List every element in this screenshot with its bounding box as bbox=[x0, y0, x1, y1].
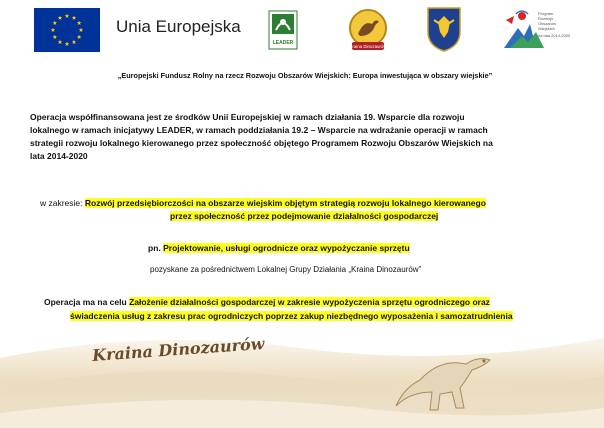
leader-label: LEADER bbox=[272, 40, 294, 46]
scope-prefix: w zakresie: bbox=[40, 198, 83, 208]
obtained-line: pozyskane za pośrednictwem Lokalnej Grupy Działania „Kraina Dinozaurów” bbox=[150, 265, 422, 274]
eu-flag-icon bbox=[34, 8, 100, 52]
goal-prefix: Operacja ma na celu bbox=[44, 297, 127, 307]
operation-line: lata 2014-2020 bbox=[30, 151, 88, 161]
project-name bbox=[148, 243, 410, 253]
goal-highlight: świadczenia usług z zakresu prac ogrodniczych poprzez zakup niezbędnego wyposażenia i samozatrudnienia bbox=[70, 311, 513, 321]
goal-highlight: Założenie działalności gospodarczej w zakresie wypożyczenia sprzętu ogrodniczego oraz bbox=[129, 297, 490, 307]
fund-line: „Europejski Fundusz Rolny na rzecz Rozwoju Obszarów Wiejskich: Europa inwestująca w obszary wiejskie” bbox=[117, 71, 493, 80]
scope-highlight: przez społeczność przez podejmowanie działalności gospodarczej bbox=[170, 211, 439, 221]
operation-line: lokalnego w ramach inicjatywy LEADER, w ramach poddziałania 19.2 – Wsparcie na wdrażanie operacji w ramach bbox=[30, 125, 488, 135]
dino-logo-label: Kraina Dinozaurów bbox=[349, 44, 387, 49]
scope-highlight: Rozwój przedsiębiorczości na obszarze wiejskim objętym strategią rozwoju lokalnego kierowanego bbox=[84, 198, 486, 208]
prow-label: Wiejskich bbox=[538, 26, 555, 31]
operation-line: strategii rozwoju lokalnego kierowanego przez społeczność objętego Programem Rozwoju Obszarów Wiejskich na bbox=[30, 138, 493, 148]
banner-title: Kraina Dinozaurów bbox=[91, 334, 266, 365]
prow-label: Program bbox=[538, 11, 554, 16]
eu-label: Unia Europejska bbox=[116, 17, 241, 36]
project-name-prefix: pn. bbox=[148, 243, 161, 253]
operation-paragraph bbox=[30, 111, 576, 163]
logo-bar bbox=[0, 0, 604, 60]
prow-label: Obszarów bbox=[538, 21, 557, 26]
prow-label: Rozwoju bbox=[538, 16, 554, 21]
kraina-dinozaurow-banner bbox=[0, 318, 604, 428]
operation-line: Operacja współfinansowana jest ze środków Unii Europejskiej w ramach działania 19. Wsparcie dla rozwoju bbox=[30, 112, 465, 122]
leader-logo-icon bbox=[268, 10, 298, 50]
scope-line-1 bbox=[40, 198, 486, 208]
kraina-dinozaurow-logo-icon bbox=[346, 8, 390, 52]
prow-label: na lata 2014-2020 bbox=[538, 33, 571, 38]
goal-line-1 bbox=[44, 297, 490, 307]
scope-line-2 bbox=[170, 211, 438, 221]
prow-2014-2020-logo-icon bbox=[500, 8, 572, 52]
project-name-highlight: Projektowanie, usługi ogrodnicze oraz wypożyczanie sprzętu bbox=[163, 243, 410, 253]
opole-coat-of-arms-icon bbox=[426, 6, 462, 52]
